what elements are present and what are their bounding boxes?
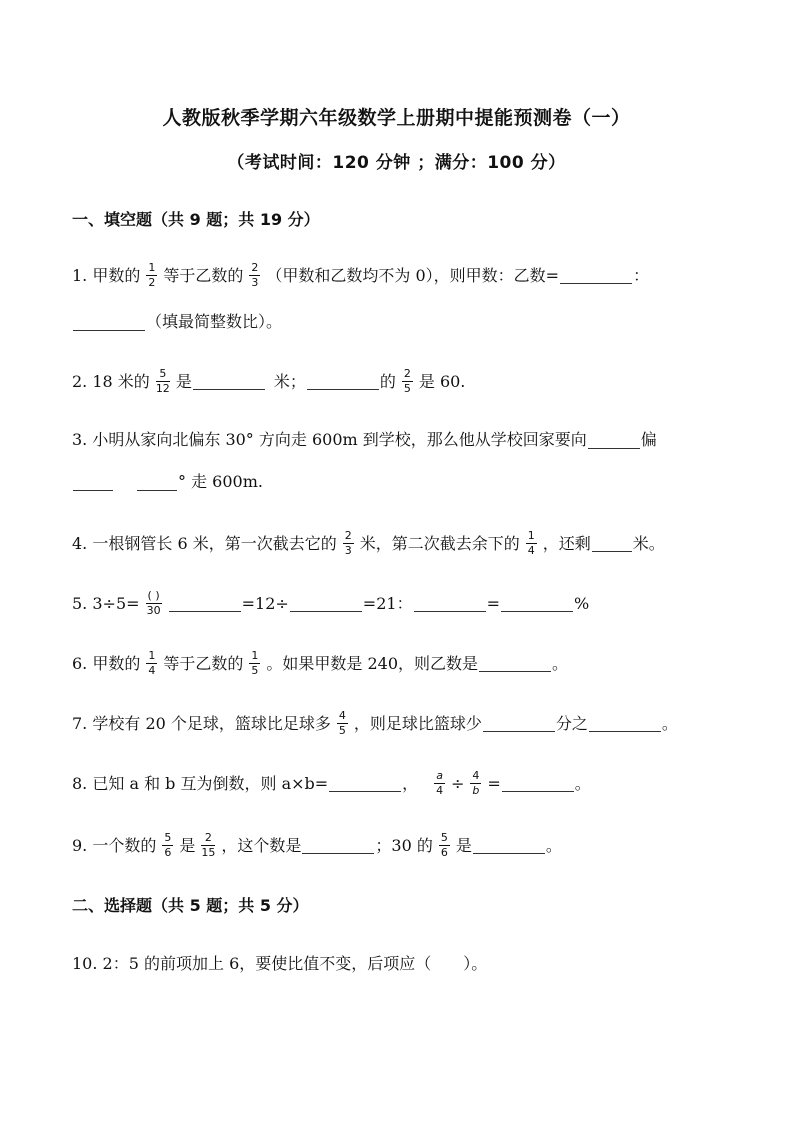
exam-info: （考试时间：120 分钟 ；满分：100 分） — [227, 153, 566, 173]
answer-blank[interactable] — [501, 595, 573, 612]
fraction: $\frac{1}{2}$ — [148, 261, 156, 289]
q5-text-a: 5. 3÷5= — [72, 593, 140, 613]
q6-text-c: 。如果甲数是 240，则乙数是 — [266, 653, 479, 673]
fraction: $\frac{2}{15}$ — [201, 831, 216, 859]
fraction: $\frac{2}{3}$ — [251, 261, 259, 289]
q1-text-a: 1. 甲数的 — [72, 265, 141, 285]
q9-text-b: 是 — [179, 835, 196, 855]
answer-blank[interactable] — [588, 432, 640, 449]
q2-text-d: 的 — [379, 371, 396, 391]
fraction: $\frac{2}{3}$ — [344, 529, 352, 557]
fraction: $\frac{1}{4}$ — [527, 529, 535, 557]
fraction: $\frac{5}{6}$ — [164, 831, 172, 859]
q6-text-a: 6. 甲数的 — [72, 653, 141, 673]
answer-blank[interactable] — [290, 595, 362, 612]
question-2 — [72, 368, 733, 395]
q2-text-a: 2. 18 米的 — [72, 371, 150, 391]
question-1 — [72, 262, 733, 289]
question-9 — [72, 832, 733, 859]
fraction: $\frac{4}{b}$ — [472, 769, 480, 797]
fraction: $\frac{1}{5}$ — [251, 649, 259, 677]
answer-blank[interactable] — [479, 655, 551, 672]
q9-text-d: ；30 的 — [375, 835, 433, 855]
question-10 — [72, 952, 733, 976]
q2-text-e: 是 60. — [418, 371, 466, 391]
q4-text-b: 米，第二次截去余下的 — [359, 533, 520, 553]
q9-text-f: 。 — [545, 835, 562, 855]
fraction: $\frac{4}{5}$ — [338, 709, 346, 737]
q9-text-c: ，这个数是 — [221, 835, 302, 855]
q4-text-d: 米。 — [632, 533, 665, 553]
q5-text-e: % — [573, 593, 590, 613]
question-1-cont — [72, 310, 733, 334]
fraction: $\frac{2}{5}$ — [403, 367, 411, 395]
answer-blank[interactable] — [592, 535, 632, 552]
question-5 — [72, 590, 733, 617]
answer-blank[interactable] — [302, 837, 374, 854]
fraction: $\frac{a}{4}$ — [436, 769, 444, 797]
q4-text-a: 4. 一根钢管长 6 米，第一次截去它的 — [72, 533, 337, 553]
q8-text-c: = — [487, 773, 501, 793]
fraction: $\frac{5}{6}$ — [440, 831, 448, 859]
answer-blank[interactable] — [502, 775, 574, 792]
q7-text-b: ，则足球比篮球少 — [353, 713, 482, 733]
q3-text-c: ° 走 600m. — [178, 472, 263, 491]
q2-text-b: 是 — [175, 371, 192, 391]
section-fill-in-blank: 一、填空题（共 9 题；共 19 分） — [72, 210, 320, 229]
question-6 — [72, 650, 733, 677]
q8-text-b: ， — [402, 773, 419, 793]
q9-text-e: 是 — [455, 835, 472, 855]
question-4 — [72, 530, 733, 557]
q7-text-c: 分之 — [555, 713, 588, 733]
document-title: 人教版秋季学期六年级数学上册期中提能预测卷（一） — [162, 107, 631, 129]
q7-text-a: 7. 学校有 20 个足球，篮球比足球多 — [72, 713, 331, 733]
q6-text-b: 等于乙数的 — [163, 653, 244, 673]
section-multiple-choice: 二、选择题（共 5 题；共 5 分） — [72, 896, 309, 915]
q9-text-a: 9. 一个数的 — [72, 835, 157, 855]
q10-text: 10. 2：5 的前项加上 6，要使比值不变，后项应（ ）。 — [72, 954, 488, 973]
q8-text-d: 。 — [574, 773, 591, 793]
question-3 — [72, 428, 733, 452]
q3-text-a: 3. 小明从家向北偏东 30° 方向走 600m 到学校，那么他从学校回家要向 — [72, 430, 587, 449]
q2-text-c: 米； — [273, 371, 306, 391]
answer-blank[interactable] — [73, 314, 145, 331]
answer-blank[interactable] — [473, 837, 545, 854]
answer-blank[interactable] — [483, 715, 555, 732]
answer-blank[interactable] — [414, 595, 486, 612]
answer-blank[interactable] — [73, 474, 113, 491]
fraction: $\frac{( )}{30}$ — [146, 589, 161, 617]
q6-text-d: 。 — [552, 653, 569, 673]
fraction: $\frac{5}{12}$ — [155, 367, 170, 395]
q5-text-d: = — [486, 593, 500, 613]
answer-blank[interactable] — [307, 373, 379, 390]
fraction: $\frac{1}{4}$ — [148, 649, 156, 677]
question-7 — [72, 710, 733, 737]
q1-text-c: （甲数和乙数均不为 0），则甲数：乙数= — [266, 265, 560, 285]
q1-text-d: ： — [633, 265, 650, 285]
divide-sign: ÷ — [450, 773, 465, 793]
question-3-cont — [72, 470, 733, 494]
answer-blank[interactable] — [193, 373, 265, 390]
answer-blank[interactable] — [137, 474, 177, 491]
q1-text-b: 等于乙数的 — [163, 265, 244, 285]
q5-text-c: =21： — [362, 593, 413, 613]
answer-blank[interactable] — [589, 715, 661, 732]
q5-text-b: =12÷ — [241, 593, 289, 613]
answer-blank[interactable] — [329, 775, 401, 792]
answer-blank[interactable] — [560, 267, 632, 284]
answer-blank[interactable] — [169, 595, 241, 612]
q8-text-a: 8. 已知 a 和 b 互为倒数，则 a×b= — [72, 773, 329, 793]
q4-text-c: ，还剩 — [542, 533, 591, 553]
q3-text-b: 偏 — [640, 430, 657, 449]
q7-text-d: 。 — [661, 713, 678, 733]
q1-text-e: （填最简整数比）。 — [146, 312, 283, 331]
question-8 — [72, 770, 733, 797]
